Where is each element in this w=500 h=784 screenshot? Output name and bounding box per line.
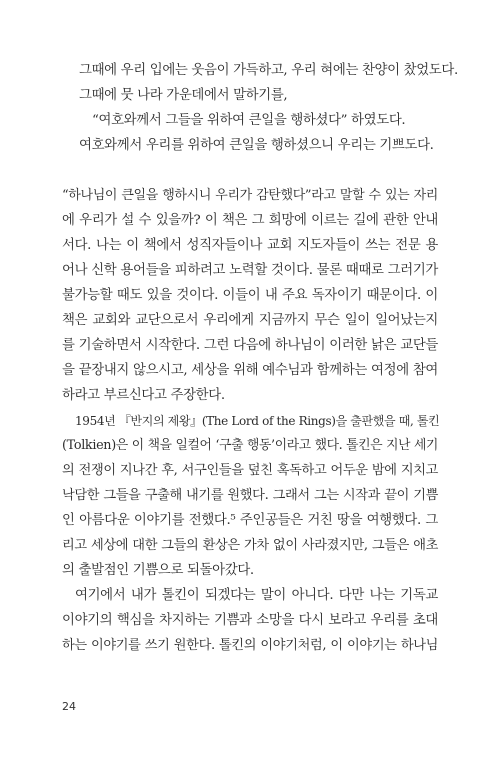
body-line: “하나님이 큰일을 행하시니 우리가 감탄했다”라고 말할 수 있는 자리 — [62, 188, 438, 203]
body-line: 인 아름다운 이야기를 전했다.⁵ 주인공들은 거친 땅을 여행했다. 그 — [62, 513, 438, 528]
quote-line: “여호와께서 그들을 위하여 큰일을 행하셨다” 하였도다. — [92, 113, 406, 128]
body-line: 의 출발점인 기쁨으로 되돌아갔다. — [62, 563, 254, 578]
page-number: 24 — [62, 700, 76, 713]
body-line: 책은 교회와 교단으로서 우리에게 지금까지 무슨 일이 일어났는지 — [62, 313, 438, 328]
body-line: 하는 이야기를 쓰기 원한다. 톨킨의 이야기처럼, 이 이야기는 하나님 — [62, 638, 438, 653]
body-line: (Tolkien)은 이 책을 일컬어 ‘구출 행동’이라고 했다. 톨킨은 지난 세기 — [62, 438, 438, 453]
body-line: 을 끝장내지 않으시고, 세상을 위해 예수님과 함께하는 여정에 참여 — [62, 363, 438, 378]
body-line: 의 전쟁이 지나간 후, 서구인들을 덮친 혹독하고 어두운 밤에 지치고 — [62, 463, 438, 478]
body-line: 리고 세상에 대한 그들의 환상은 가차 없이 사라졌지만, 그들은 애초 — [62, 538, 438, 553]
body-line: 서다. 나는 이 책에서 성직자들이나 교회 지도자들이 쓰는 전문 용 — [62, 238, 438, 253]
body-line: 여기에서 내가 톨킨이 되겠다는 말이 아니다. 다만 나는 기독교 — [75, 588, 438, 603]
body-line: 에 우리가 설 수 있을까? 이 책은 그 희망에 이르는 길에 관한 안내 — [62, 213, 438, 228]
body-line: 1954년 『반지의 제왕』(The Lord of the Rings)을 출판했을 때, 톨킨 — [75, 414, 440, 428]
body-line: 낙담한 그들을 구출해 내기를 원했다. 그래서 그는 시작과 끝이 기쁨 — [62, 488, 438, 503]
body-line: 이야기의 핵심을 차지하는 기쁨과 소망을 다시 보라고 우리를 초대 — [62, 613, 438, 628]
body-line: 하라고 부르신다고 주장한다. — [62, 388, 225, 403]
quote-line: 그때에 우리 입에는 웃음이 가득하고, 우리 혀에는 찬양이 찼었도다. — [79, 63, 458, 78]
quote-line: 그때에 뭇 나라 가운데에서 말하기를, — [79, 88, 288, 103]
body-line: 불가능할 때도 있을 것이다. 이들이 내 주요 독자이기 때문이다. 이 — [62, 288, 438, 303]
body-line: 어나 신학 용어들을 피하려고 노력할 것이다. 물론 때때로 그러기가 — [62, 263, 438, 278]
body-line: 를 기술하면서 시작한다. 그런 다음에 하나님이 이러한 낡은 교단들 — [62, 338, 438, 353]
quote-line: 여호와께서 우리를 위하여 큰일을 행하셨으니 우리는 기쁘도다. — [79, 138, 434, 153]
